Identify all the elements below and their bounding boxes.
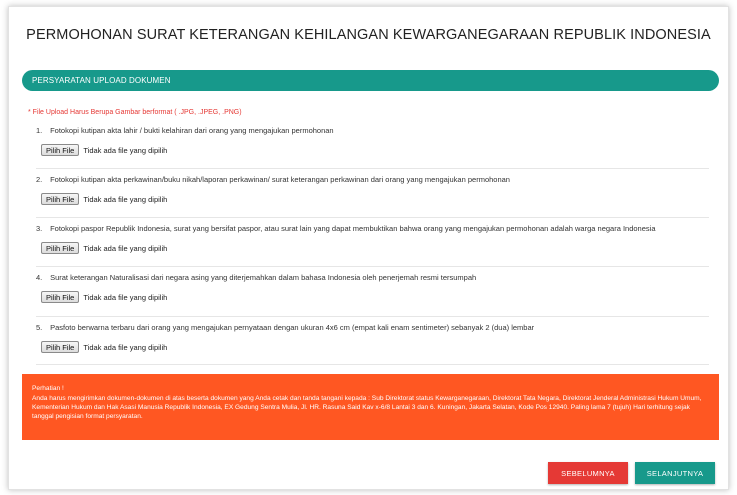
choose-file-button-5[interactable]: Pilih File [41,341,79,353]
requirement-text: Pasfoto berwarna terbaru dari orang yang mengajukan pernyataan dengan ukuran 4x6 cm (empat kali enam sentimeter) sebanyak 2 (dua) lembar [50,323,535,332]
requirement-item-5 [36,323,706,353]
file-status-4: Tidak ada file yang dipilih [83,292,168,302]
requirement-text: Fotokopi paspor Republik Indonesia, surat yang bersifat paspor, atau surat lain yang dapat membuktikan bahwa orang yang mengajukan permohonan adalah warga negara Indonesia [50,224,656,233]
section-header: PERSYARATAN UPLOAD DOKUMEN [22,70,719,91]
requirement-number: 3. [36,224,43,233]
file-status-1: Tidak ada file yang dipilih [83,145,168,155]
requirement-text: Fotokopi kutipan akta perkawinan/buku nikah/laporan perkawinan/ surat keterangan perkawinan dari orang yang mengajukan permohonan [50,175,510,184]
divider [36,266,709,267]
warning-body: Anda harus mengirimkan dokumen-dokumen di atas beserta dokumen yang Anda cetak dan tanda tangani kepada : Sub Direktorat status Kewarganegaraan, Direktorat Tata Negara, Direktorat Jenderal Administrasi Hukum Umum, Kementerian Hukum dan Hak Asasi Manusia Republik Indonesia, EX Gedung Sentra Mulia, Jl. HR. Rasuna Said Kav x-6/8 Lantai 3 dan 6. Kuningan, Jakarta Selatan, Kode Pos 12940. Paling lama 7 (tujuh) Hari terhitung sejak tanggal pengisian format persyaratan. [32,395,702,420]
divider [36,364,709,365]
divider [36,217,709,218]
requirement-number: 1. [36,126,43,135]
next-button[interactable]: SELANJUTNYA [635,462,715,484]
file-status-2: Tidak ada file yang dipilih [83,194,168,204]
requirement-number: 4. [36,273,43,282]
choose-file-button-1[interactable]: Pilih File [41,144,79,156]
requirement-item-4 [36,273,706,303]
divider [36,168,709,169]
file-status-3: Tidak ada file yang dipilih [83,243,168,253]
requirement-item-1 [36,126,706,156]
requirement-number: 2. [36,175,43,184]
choose-file-button-2[interactable]: Pilih File [41,193,79,205]
requirement-number: 5. [36,323,43,332]
requirement-item-3 [36,224,706,254]
previous-button[interactable]: SEBELUMNYA [548,462,628,484]
divider [36,316,709,317]
file-format-note: * File Upload Harus Berupa Gambar berformat ( .JPG, .JPEG, .PNG) [28,109,242,116]
file-status-5: Tidak ada file yang dipilih [83,342,168,352]
choose-file-button-3[interactable]: Pilih File [41,242,79,254]
requirement-item-2 [36,175,706,205]
warning-title: Perhatian ! [32,385,64,392]
requirement-text: Fotokopi kutipan akta lahir / bukti kelahiran dari orang yang mengajukan permohonan [50,126,334,135]
form-panel [8,6,729,490]
page-title: PERMOHONAN SURAT KETERANGAN KEHILANGAN KEWARGANEGARAAN REPUBLIK INDONESIA [26,27,711,43]
choose-file-button-4[interactable]: Pilih File [41,291,79,303]
requirement-text: Surat keterangan Naturalisasi dari negara asing yang diterjemahkan dalam bahasa Indonesia oleh penerjemah resmi tersumpah [50,273,477,282]
warning-notice [22,374,719,440]
